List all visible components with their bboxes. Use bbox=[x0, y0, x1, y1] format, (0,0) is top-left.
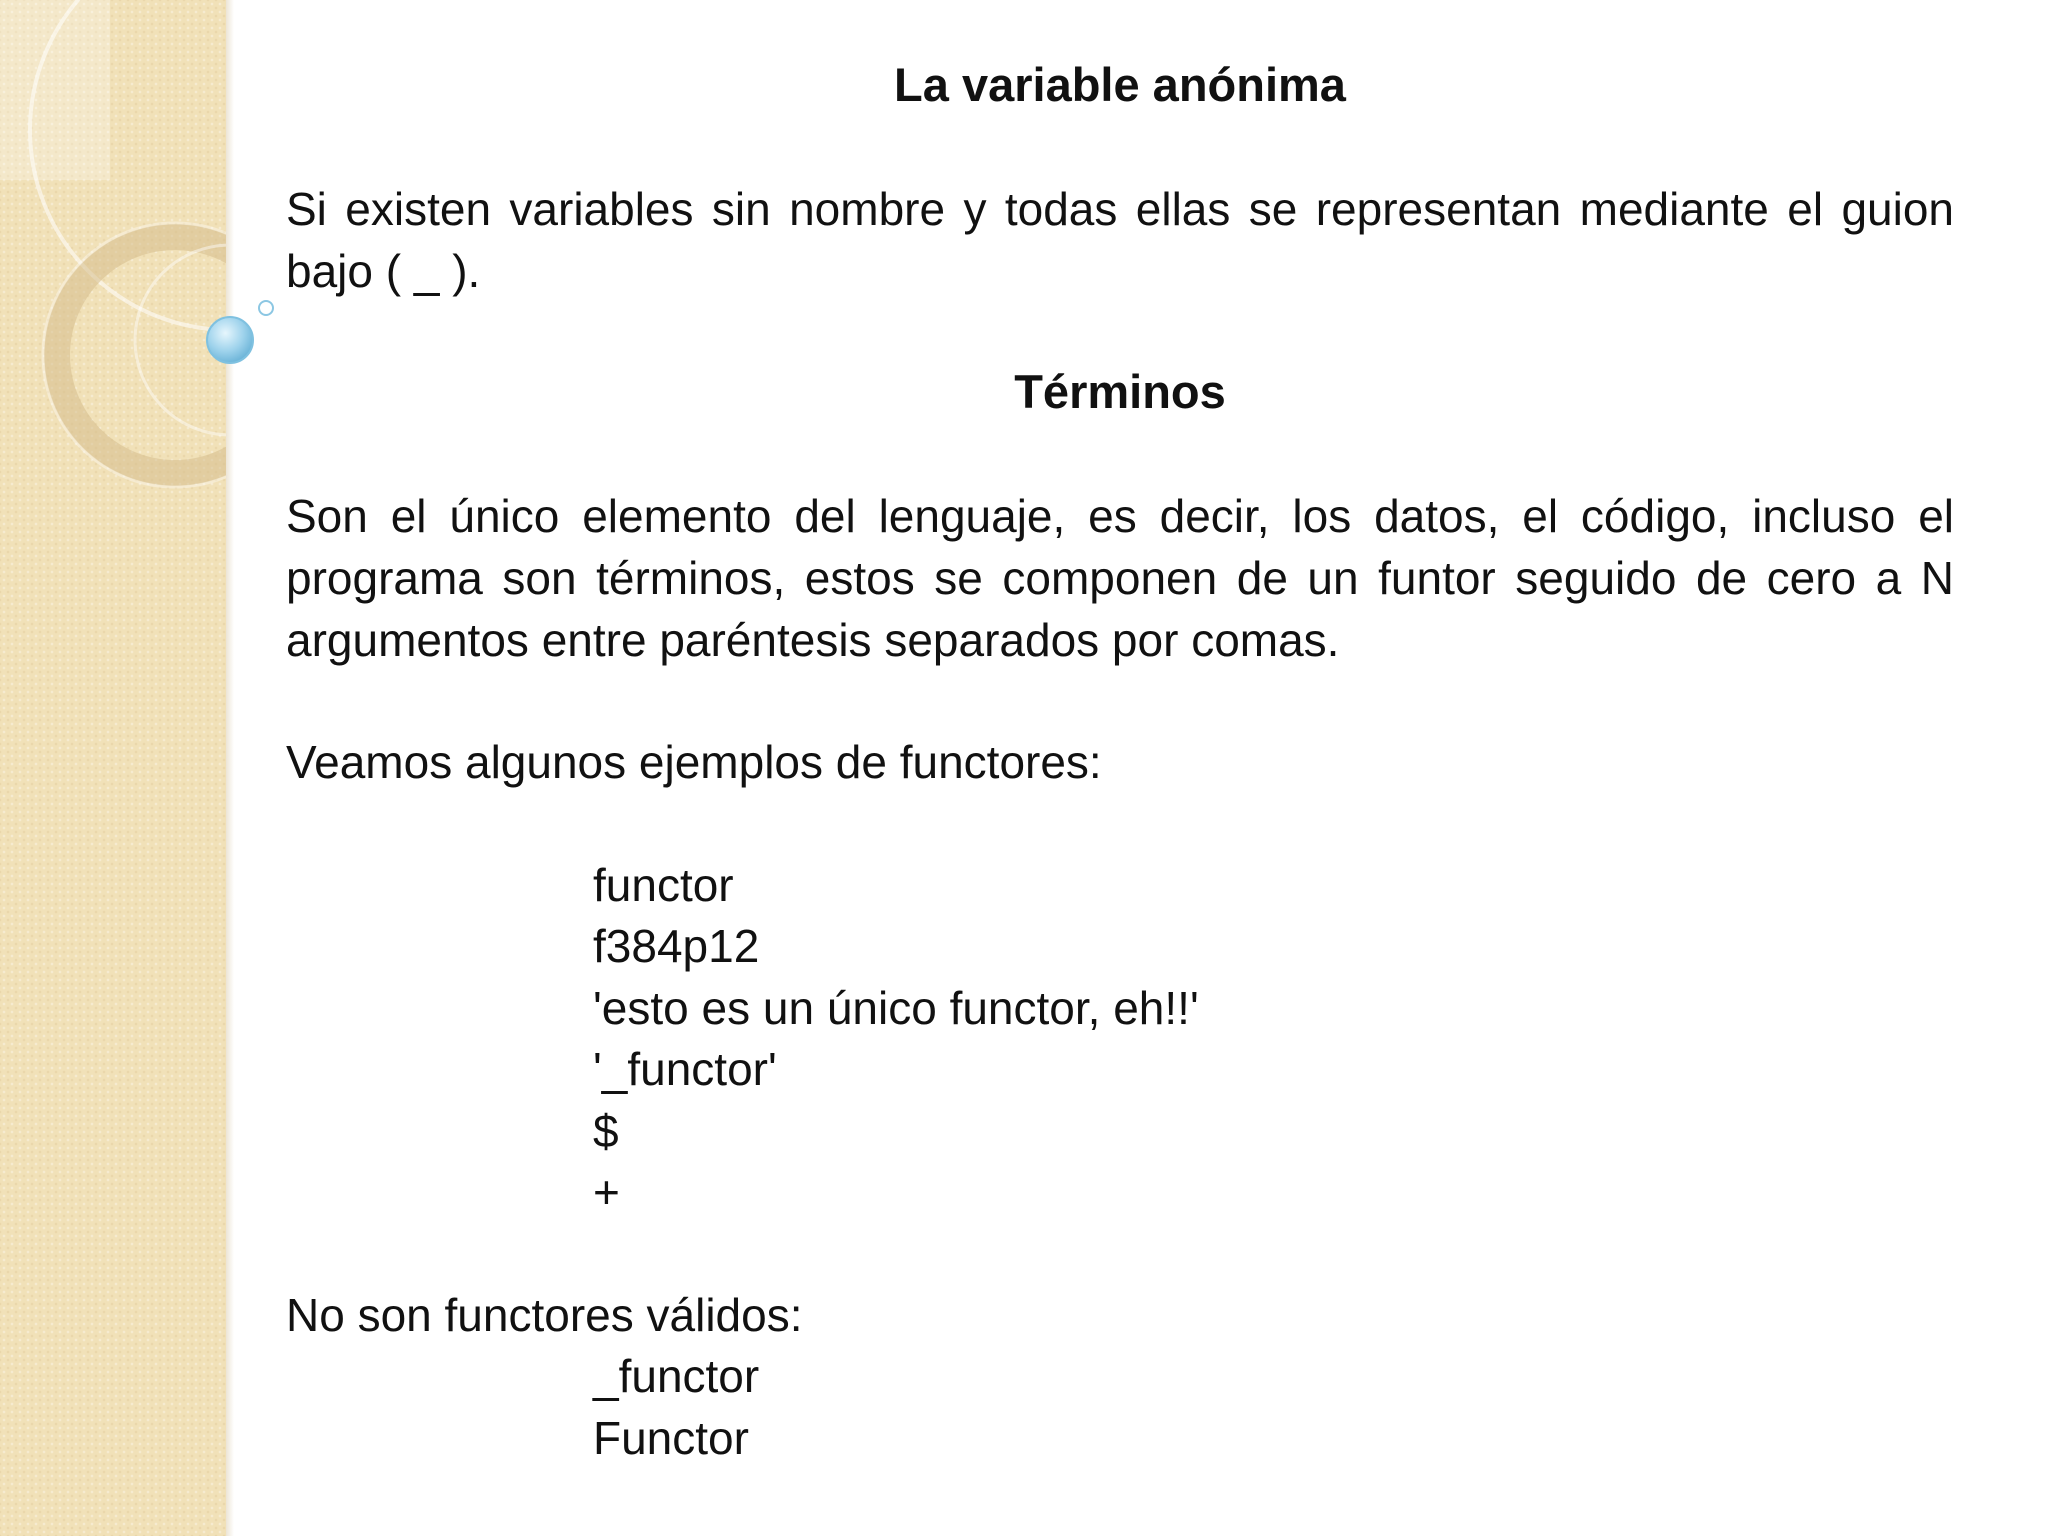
valid-example: $ bbox=[593, 1105, 619, 1157]
invalid-example: Functor bbox=[593, 1412, 749, 1464]
invalid-example: _functor bbox=[593, 1350, 760, 1402]
valid-example: + bbox=[593, 1166, 620, 1218]
examples-intro: Veamos algunos ejemplos de functores: bbox=[286, 736, 1102, 788]
valid-example: '_functor' bbox=[593, 1043, 777, 1095]
large-bubble bbox=[207, 317, 253, 363]
paragraph-terms: Son el único elemento del lenguaje, es decir, los datos, el código, incluso el programa son términos, estos se componen de un funtor seguido de cero a N argumentos entre paréntesis separados por comas. bbox=[286, 490, 1954, 666]
valid-example: functor bbox=[593, 859, 734, 911]
invalid-intro: No son functores válidos: bbox=[286, 1289, 803, 1341]
paragraph-anonymous-variable: Si existen variables sin nombre y todas ellas se representan mediante el guion bajo ( _ ). bbox=[286, 183, 1954, 297]
bubble-decoration bbox=[0, 0, 300, 400]
valid-example: f384p12 bbox=[593, 920, 760, 972]
heading-anonymous-variable: La variable anónima bbox=[894, 58, 1346, 111]
small-bubble bbox=[259, 301, 273, 315]
heading-terms: Términos bbox=[1014, 365, 1226, 418]
valid-example: 'esto es un único functor, eh!!' bbox=[593, 982, 1199, 1034]
